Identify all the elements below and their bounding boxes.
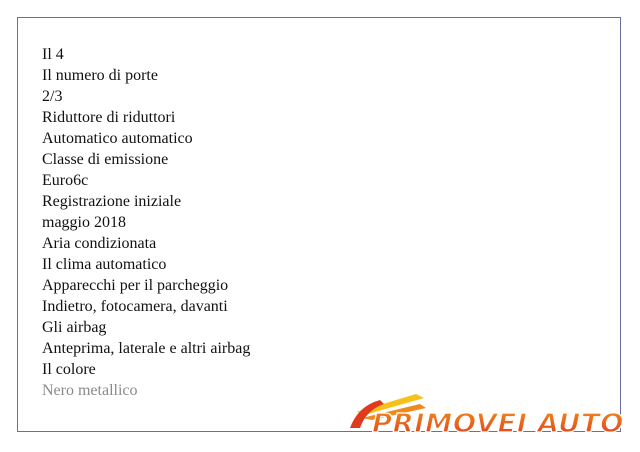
spec-line: Il 4 — [42, 46, 64, 63]
spec-line: Gli airbag — [42, 319, 107, 336]
spec-line: Registrazione iniziale — [42, 193, 182, 210]
vehicle-spec-list — [42, 44, 250, 401]
spec-line: Nero metallico — [42, 382, 138, 399]
spec-line: Il colore — [42, 361, 96, 378]
logo-text: PRIMOVEI AUTO — [372, 409, 624, 438]
spec-line: Indietro, fotocamera, davanti — [42, 298, 228, 315]
spec-line: Anteprima, laterale e altri airbag — [42, 340, 251, 357]
spec-line: Automatico automatico — [42, 130, 193, 147]
spec-line: Apparecchi per il parcheggio — [42, 277, 229, 294]
spec-line: Aria condizionata — [42, 235, 157, 252]
spec-line: Classe di emissione — [42, 151, 169, 168]
primovei-auto-logo — [346, 388, 630, 438]
spec-line: 2/3 — [42, 88, 63, 105]
spec-line: Il numero di porte — [42, 67, 158, 84]
spec-line: Il clima automatico — [42, 256, 167, 273]
spec-line: Riduttore di riduttori — [42, 109, 176, 126]
spec-line: maggio 2018 — [42, 214, 126, 231]
spec-line: Euro6c — [42, 172, 89, 189]
